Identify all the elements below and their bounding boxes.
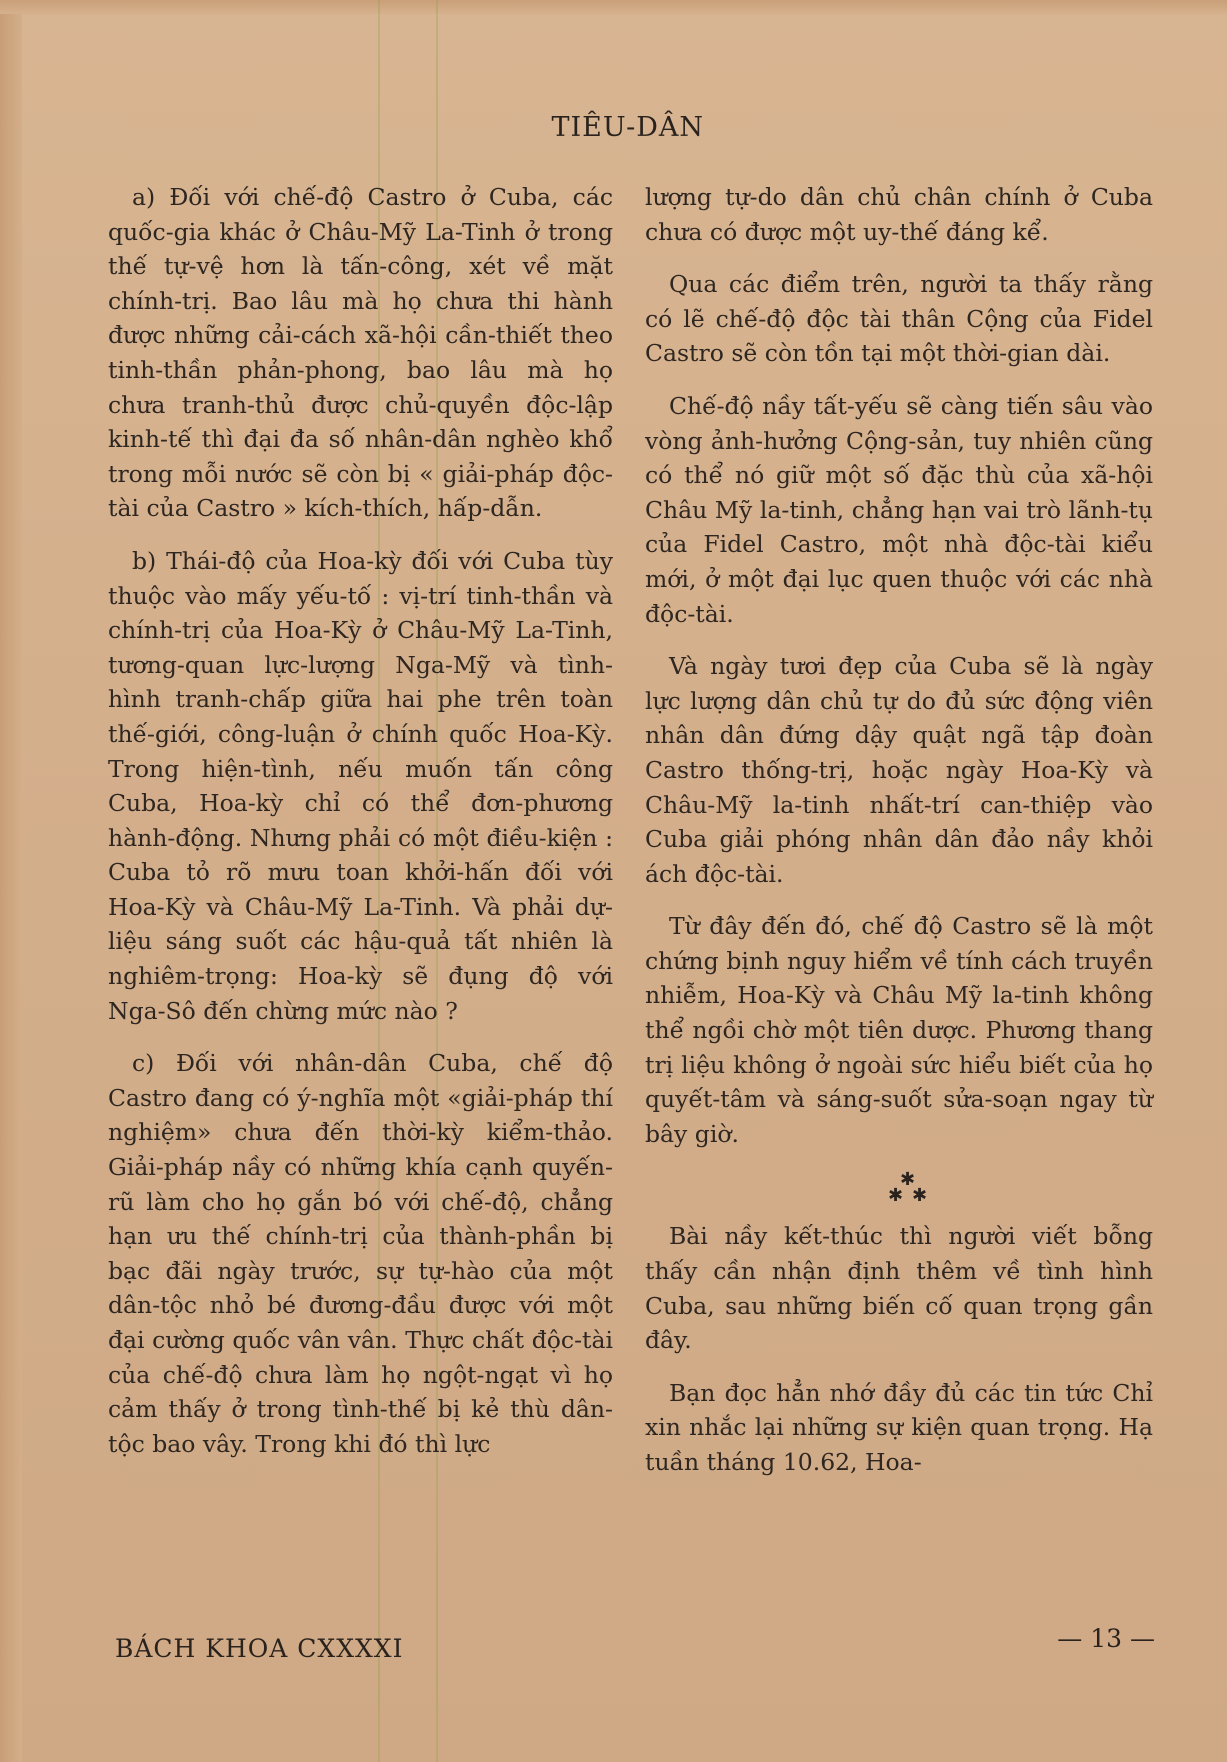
paragraph: Qua các điểm trên, người ta thấy rằng có lẽ chế-độ độc tài thân Cộng của Fidel Castro sẽ còn tồn tại một thời-gian dài. <box>645 270 1153 368</box>
paper-edge-top <box>0 0 1227 14</box>
continued-paragraph: lượng tự-do dân chủ chân chính ở Cuba chưa có được một uy-thế đáng kể. <box>645 183 1153 246</box>
paragraph: Từ đây đến đó, chế độ Castro sẽ là một chứng bịnh nguy hiểm về tính cách truyền nhiễm, Hoa-Kỳ và Châu Mỹ la-tinh không thể ngồi chờ một tiên dược. Phương thang trị liệu không ở ngoài sức hiểu biết của họ quyết-tâm và sáng-suốt sửa-soạn ngay từ bây giờ. <box>645 912 1153 1148</box>
paragraph-c: c) Đối với nhân-dân Cuba, chế độ Castro đang có ý-nghĩa một «giải-pháp thí nghiệm» chưa đến thời-kỳ kiểm-thảo. Giải-pháp nầy có những khía cạnh quyến-rũ làm cho họ gắn bó với chế-độ, chẳng hạn ưu thế chính-trị của thành-phần bị bạc đãi ngày trước, sự tự-hào của một dân-tộc nhỏ bé đương-đầu được với một đại cường quốc vân vân. Thực chất độc-tài của chế-độ chưa làm họ ngột-ngạt vì họ cảm thấy ở trong tình-thế bị kẻ thù dân-tộc bao vây. Trong khi đó thì lực <box>108 1049 613 1458</box>
paragraph: Bài nầy kết-thúc thì người viết bỗng thấy cần nhận định thêm về tình hình Cuba, sau những biến cố quan trọng gần đây. <box>645 1222 1153 1355</box>
paper-edge-left <box>0 0 22 1762</box>
right-column <box>645 180 1153 1480</box>
paragraph: Và ngày tươi đẹp của Cuba sẽ là ngày lực lượng dân chủ tự do đủ sức động viên nhân dân đứng dậy quật ngã tập đoàn Castro thống-trị, hoặc ngày Hoa-Kỳ và Châu-Mỹ la-tinh nhất-trí can-thiệp vào Cuba giải phóng nhân dân đảo nầy khỏi ách độc-tài. <box>645 652 1153 888</box>
page-number: — 13 — <box>1057 1624 1155 1653</box>
asterism-star-icon: ✱ <box>912 1185 928 1207</box>
asterism-star-icon: ✱ <box>900 1169 916 1191</box>
paragraph: Bạn đọc hẳn nhớ đầy đủ các tin tức Chỉ xin nhắc lại những sự kiện quan trọng. Hạ tuần tháng 10.62, Hoa- <box>645 1378 1153 1476</box>
running-head: TIÊU-DÂN <box>551 112 704 143</box>
paragraph-a: a) Đối với chế-độ Castro ở Cuba, các quốc-gia khác ở Châu-Mỹ La-Tinh ở trong thế tự-vệ hơn là tấn-công, xét về mặt chính-trị. Bao lâu mà họ chưa thi hành được những cải-cách xã-hội cần-thiết theo tinh-thần phản-phong, bao lâu mà họ chưa tranh-thủ được chủ-quyền độc-lập kinh-tế thì đại đa số nhân-dân nghèo khổ trong mỗi nước sẽ còn bị « giải-pháp độc-tài của Castro » kích-thích, hấp-dẫn. <box>108 183 613 523</box>
paragraph-b: b) Thái-độ của Hoa-kỳ đối với Cuba tùy thuộc vào mấy yếu-tố : vị-trí tinh-thần và chính-trị của Hoa-Kỳ ở Châu-Mỹ La-Tinh, tương-quan lực-lượng Nga-Mỹ và tình-hình tranh-chấp giữa hai phe trên toàn thế-giới, công-luận ở chính quốc Hoa-Kỳ. Trong hiện-tình, nếu muốn tấn công Cuba, Hoa-kỳ chỉ có thể đơn-phương hành-động. Nhưng phải có một điều-kiện : Cuba tỏ rõ mưu toan khởi-hấn đối với Hoa-Kỳ và Châu-Mỹ La-Tinh. Và phải dự-liệu sáng suốt các hậu-quả tất nhiên là nghiêm-trọng: Hoa-kỳ sẽ đụng độ với Nga-Sô đến chừng mức nào ? <box>108 546 613 1025</box>
paragraph: Chế-độ nầy tất-yếu sẽ càng tiến sâu vào vòng ảnh-hưởng Cộng-sản, tuy nhiên cũng có thể nó giữ một số đặc thù của xã-hội Châu Mỹ la-tinh, chẳng hạn vai trò lãnh-tụ của Fidel Castro, một nhà độc-tài kiểu mới, ở một đại lục quen thuộc với các nhà độc-tài. <box>645 391 1153 628</box>
publication-footer: BÁCH KHOA CXXXXI <box>115 1634 404 1663</box>
section-break-asterism <box>645 1159 1153 1211</box>
asterism-star-icon: ✱ <box>888 1185 904 1207</box>
left-column <box>108 180 613 1461</box>
